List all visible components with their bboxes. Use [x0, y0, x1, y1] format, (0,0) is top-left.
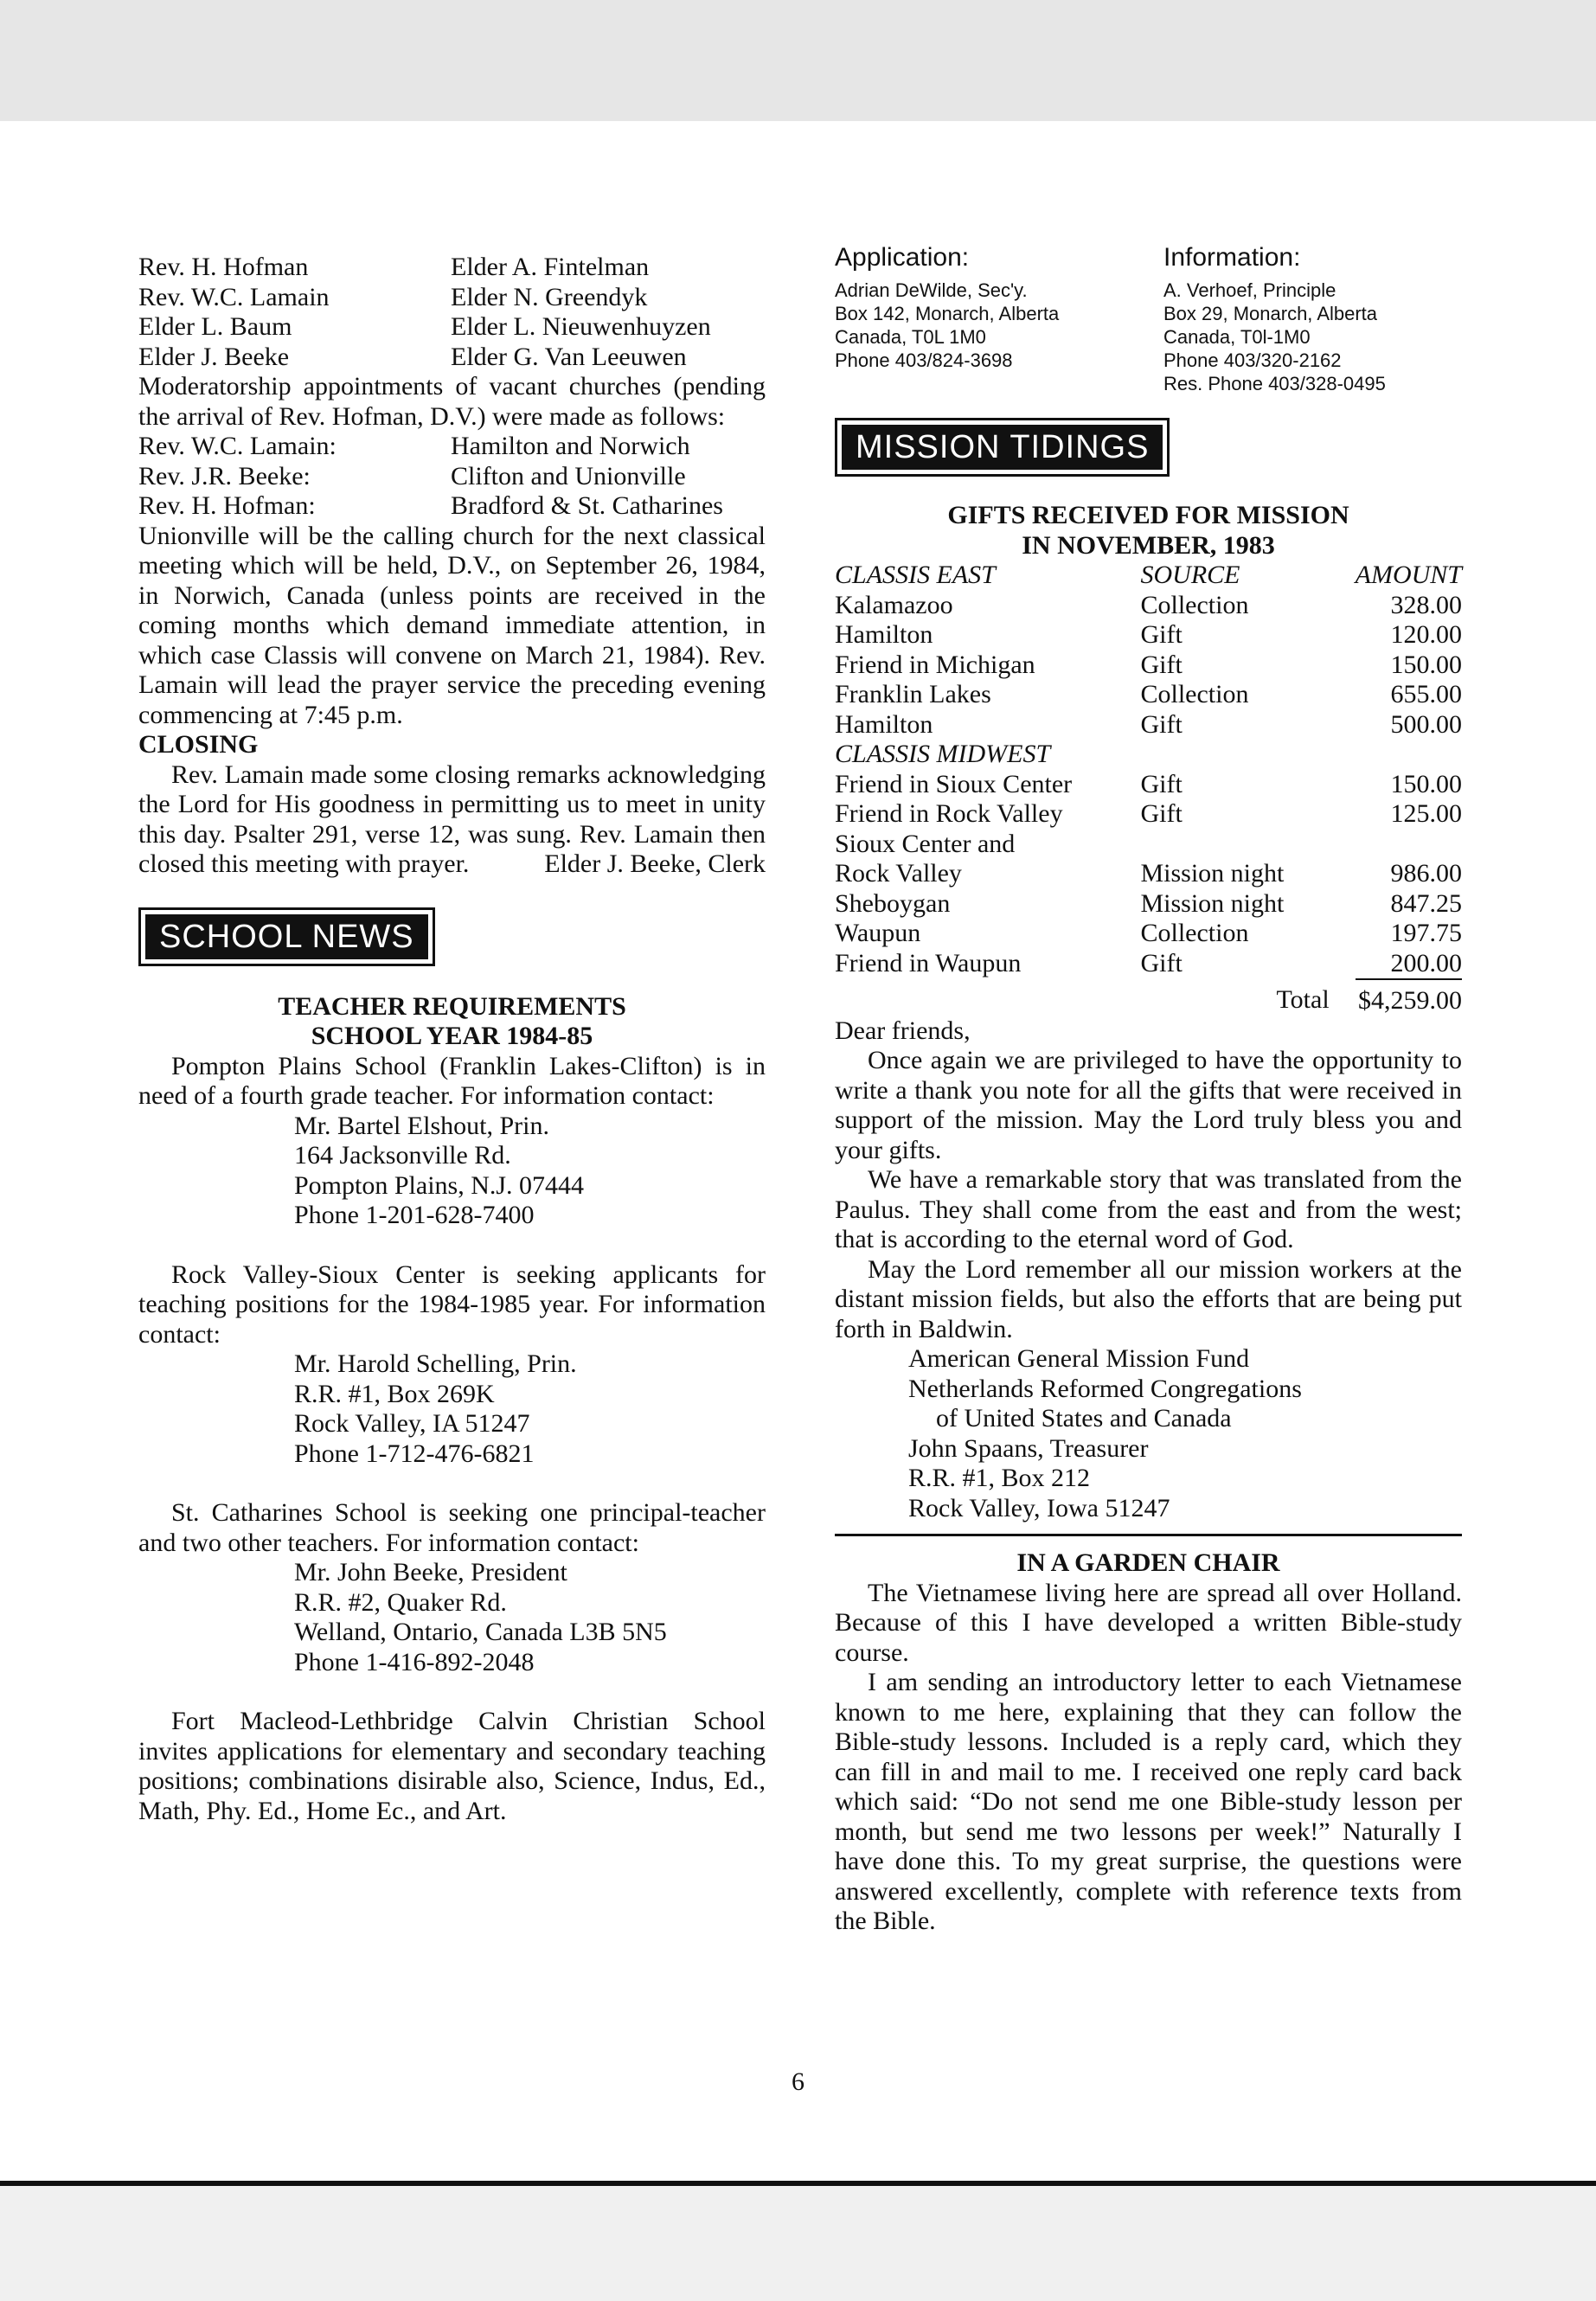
contact-line: Box 142, Monarch, Alberta: [835, 303, 1060, 324]
officer-name: Elder N. Greendyk: [451, 282, 648, 311]
rockvalley-paragraph: Rock Valley-Sioux Center is seeking applicants for teaching positions for the 1984-1985 year. For information contact:: [138, 1259, 766, 1349]
total-row: [835, 979, 1462, 1016]
school-news-banner: [138, 907, 766, 966]
gift-amount: 200.00: [1390, 948, 1462, 977]
gift-amount: 847.25: [1390, 888, 1462, 918]
source-column-header: SOURCE: [1140, 561, 1240, 589]
garden-chair-heading: IN A GARDEN CHAIR: [1016, 1548, 1280, 1577]
gift-name: Rock Valley: [835, 859, 962, 888]
officer-name: Rev. H. Hofman: [138, 253, 309, 281]
closing-paragraph: Rev. Lamain made some closing remarks acknowledging the Lord for His goodness in permitting us to meet in unity this day. Psalter 291, verse 12, was sung. Rev. Lamain then closed this meeting with prayer.: [138, 760, 766, 878]
banner-label: MISSION TIDINGS: [842, 425, 1163, 470]
heading-line: SCHOOL YEAR 1984-85: [311, 1022, 593, 1050]
table-row: [835, 889, 1462, 920]
gift-source: Mission night: [1140, 888, 1285, 918]
gift-source: Collection: [1140, 919, 1249, 947]
gift-source: Collection: [1140, 590, 1249, 619]
gift-source: Gift: [1140, 769, 1183, 798]
gift-name: Hamilton: [835, 620, 933, 649]
officer-name: Elder J. Beeke: [138, 342, 290, 371]
table-row: [835, 680, 1462, 710]
classis-midwest-row: [835, 740, 1462, 770]
gift-name: Franklin Lakes: [835, 680, 991, 708]
contact-line: Adrian DeWilde, Sec'y.: [835, 279, 1028, 301]
officer-name: Rev. W.C. Lamain: [138, 282, 330, 311]
signature-line: R.R. #1, Box 212: [908, 1464, 1091, 1492]
pompton-paragraph: Pompton Plains School (Franklin Lakes-Clifton) is in need of a fourth grade teacher. For information contact:: [138, 1051, 766, 1110]
gift-amount: 197.75: [1390, 919, 1462, 947]
gift-amount: 655.00: [1390, 680, 1462, 708]
gift-source: Mission night: [1140, 859, 1285, 888]
table-header-row: [835, 561, 1462, 591]
classis-east-label: CLASSIS EAST: [835, 561, 996, 589]
gift-amount: 500.00: [1390, 709, 1462, 739]
heading-line: GIFTS RECEIVED FOR MISSION: [947, 501, 1349, 529]
contact-line: Phone 1-416-892-2048: [294, 1647, 535, 1676]
contact-line: Mr. Bartel Elshout, Prin.: [294, 1111, 549, 1140]
application-contact: [835, 242, 1163, 395]
gift-name: Friend in Sioux Center: [835, 769, 1073, 798]
contact-line: Res. Phone 403/328-0495: [1163, 373, 1386, 394]
table-row: [835, 919, 1462, 949]
pompton-contact: [138, 1112, 766, 1231]
heading-line: TEACHER REQUIREMENTS: [278, 991, 626, 1021]
gift-amount: 986.00: [1390, 859, 1462, 888]
gift-name: Friend in Michigan: [835, 650, 1035, 679]
moderatorship-paragraph: Moderatorship appointments of vacant churches (pending the arrival of Rev. Hofman, D.V.) were made as follows:: [138, 372, 766, 431]
gift-source: Gift: [1140, 620, 1183, 649]
contact-line: A. Verhoef, Principle: [1163, 279, 1336, 301]
contact-line: Mr. John Beeke, President: [294, 1558, 567, 1586]
total-label: Total: [1276, 985, 1330, 1014]
letter-salutation: Dear friends,: [835, 1016, 971, 1045]
officer-row: [138, 312, 766, 343]
letter-paragraph: We have a remarkable story that was translated from the Paulus. They shall come from the east and from the west; that is according to the eternal word of God.: [835, 1165, 1462, 1253]
contact-line: Phone 403/824-3698: [835, 349, 1013, 371]
table-row: [835, 591, 1462, 621]
appointment-minister: Rev. J.R. Beeke:: [138, 461, 311, 490]
unionville-paragraph: Unionville will be the calling church for the next classical meeting which will be held, D.V., on September 26, 1984, in Norwich, Canada (unless points are received in the coming months which demand immediate attention, in which case Classis will convene on March 21, 1984). Rev. Lamain will lead the prayer service the preceding evening commencing at 7:45 p.m.: [138, 521, 766, 729]
signature-line: American General Mission Fund: [908, 1344, 1250, 1373]
contact-line: Welland, Ontario, Canada L3B 5N5: [294, 1618, 667, 1646]
gift-name: Sioux Center and: [835, 829, 1016, 858]
gift-source: Gift: [1140, 799, 1183, 828]
fortmacleod-paragraph: Fort Macleod-Lethbridge Calvin Christian School invites applications for elementary and secondary teaching positions; combinations disirable also, Science, Indus, Ed., Math, Phy. Ed., Home Ec., and Art.: [138, 1707, 766, 1825]
letter-paragraph: May the Lord remember all our mission workers at the distant mission fields, but also the efforts that are being put forth in Baldwin.: [835, 1254, 1462, 1343]
gift-name: Friend in Rock Valley: [835, 799, 1063, 828]
appointment-row: [138, 491, 766, 522]
mission-fund-signature: [835, 1344, 1462, 1523]
mission-tidings-banner: [835, 418, 1462, 477]
officer-row: [138, 343, 766, 373]
appointment-minister: Rev. W.C. Lamain:: [138, 432, 337, 460]
table-row: [835, 799, 1462, 830]
table-row: [835, 859, 1462, 889]
contact-line: Canada, T0L 1M0: [835, 326, 986, 348]
gift-amount: 125.00: [1390, 799, 1462, 828]
officer-name: Elder A. Fintelman: [451, 253, 650, 281]
gift-name: Sheboygan: [835, 888, 951, 918]
classis-midwest-label: CLASSIS MIDWEST: [835, 740, 1051, 768]
contact-line: R.R. #1, Box 269K: [294, 1379, 495, 1408]
scan-bottom-margin: [0, 2186, 1596, 2301]
closing-heading: CLOSING: [138, 730, 259, 759]
gift-name: Friend in Waupun: [835, 948, 1022, 977]
signature-line: of United States and Canada: [936, 1404, 1232, 1433]
appointment-minister: Rev. H. Hofman:: [138, 491, 316, 520]
officers-list: [138, 253, 766, 372]
contact-line: Pompton Plains, N.J. 07444: [294, 1170, 585, 1200]
table-row: [835, 620, 1462, 651]
banner-frame: [835, 418, 1170, 477]
contact-line: Canada, T0l-1M0: [1163, 326, 1311, 348]
stcatharines-contact: [138, 1558, 766, 1677]
gift-source: Gift: [1140, 650, 1183, 679]
garden-paragraph: The Vietnamese living here are spread all over Holland. Because of this I have developed a written Bible-study course.: [835, 1578, 1462, 1667]
appointment-row: [138, 432, 766, 462]
contact-line: 164 Jacksonville Rd.: [294, 1141, 511, 1170]
information-heading: Information:: [1163, 243, 1301, 272]
gift-source: Collection: [1140, 680, 1249, 708]
officer-name: Elder L. Baum: [138, 312, 292, 341]
stcatharines-paragraph: St. Catharines School is seeking one principal-teacher and two other teachers. For information contact:: [138, 1498, 766, 1557]
contact-line: Box 29, Monarch, Alberta: [1163, 303, 1378, 324]
officer-row: [138, 253, 766, 283]
gift-amount: 150.00: [1390, 650, 1462, 679]
gift-name: Kalamazoo: [835, 590, 953, 619]
contact-line: R.R. #2, Quaker Rd.: [294, 1587, 507, 1617]
officer-row: [138, 283, 766, 313]
contact-line: Phone 1-712-476-6821: [294, 1439, 535, 1468]
right-column: [835, 242, 1462, 1937]
signature-line: Netherlands Reformed Congregations: [908, 1374, 1302, 1403]
appointment-churches: Bradford & St. Catharines: [451, 491, 723, 520]
application-information-block: [835, 242, 1462, 395]
gift-name: Waupun: [835, 919, 921, 947]
left-column: [138, 253, 766, 1826]
gift-amount: 120.00: [1390, 620, 1462, 649]
table-row: [835, 830, 1462, 860]
table-row: [835, 770, 1462, 800]
gifts-heading: [835, 501, 1462, 561]
officer-name: Elder L. Nieuwenhuyzen: [451, 312, 711, 341]
appointment-churches: Clifton and Unionville: [451, 461, 686, 490]
appointments-list: [138, 432, 766, 522]
gift-amount: 328.00: [1390, 590, 1462, 619]
appointment-churches: Hamilton and Norwich: [451, 432, 690, 460]
table-row: [835, 710, 1462, 740]
gift-source: Gift: [1140, 709, 1183, 739]
letter-paragraph: Once again we are privileged to have the opportunity to write a thank you note for all the gifts that were received in support of the mission. May the Lord truly bless you and your gifts.: [835, 1046, 1462, 1164]
contact-line: Mr. Harold Schelling, Prin.: [294, 1349, 577, 1378]
officer-name: Elder G. Van Leeuwen: [451, 342, 687, 371]
signature-line: Rock Valley, Iowa 51247: [908, 1493, 1170, 1522]
appointment-row: [138, 462, 766, 492]
contact-line: Rock Valley, IA 51247: [294, 1409, 530, 1438]
garden-paragraph: I am sending an introductory letter to each Vietnamese known to me here, explaining that they can follow the Bible-study lessons. Included is a reply card, which they can fill in and mail to me. I received one reply card back which said: “Do not send me one Bible-study lesson per month, but send me two lessons per week!” Naturally I have done this. To my great surprise, the questions were answered excellently, complete with reference texts from the Bible.: [835, 1668, 1462, 1935]
banner-frame: [138, 907, 435, 966]
application-heading: Application:: [835, 243, 970, 272]
gifts-table: [835, 561, 1462, 1016]
table-row: [835, 651, 1462, 681]
contact-line: Phone 1-201-628-7400: [294, 1201, 535, 1229]
gift-name: Hamilton: [835, 709, 933, 739]
total-amount: $4,259.00: [1356, 979, 1462, 1016]
gift-amount: 150.00: [1390, 769, 1462, 798]
gift-source: Gift: [1140, 948, 1183, 977]
table-row: [835, 949, 1462, 980]
page-number: 6: [792, 2067, 804, 2096]
section-divider: [835, 1534, 1462, 1536]
signature-line: John Spaans, Treasurer: [908, 1433, 1149, 1463]
amount-column-header: AMOUNT: [1355, 561, 1462, 589]
rockvalley-contact: [138, 1349, 766, 1469]
contact-line: Phone 403/320-2162: [1163, 349, 1342, 371]
scan-top-margin: [0, 0, 1596, 121]
teacher-requirements-heading: [138, 992, 766, 1052]
banner-label: SCHOOL NEWS: [145, 914, 428, 959]
information-contact: [1163, 242, 1462, 395]
heading-line: IN NOVEMBER, 1983: [1022, 530, 1275, 560]
clerk-signature: Elder J. Beeke, Clerk: [544, 849, 766, 878]
